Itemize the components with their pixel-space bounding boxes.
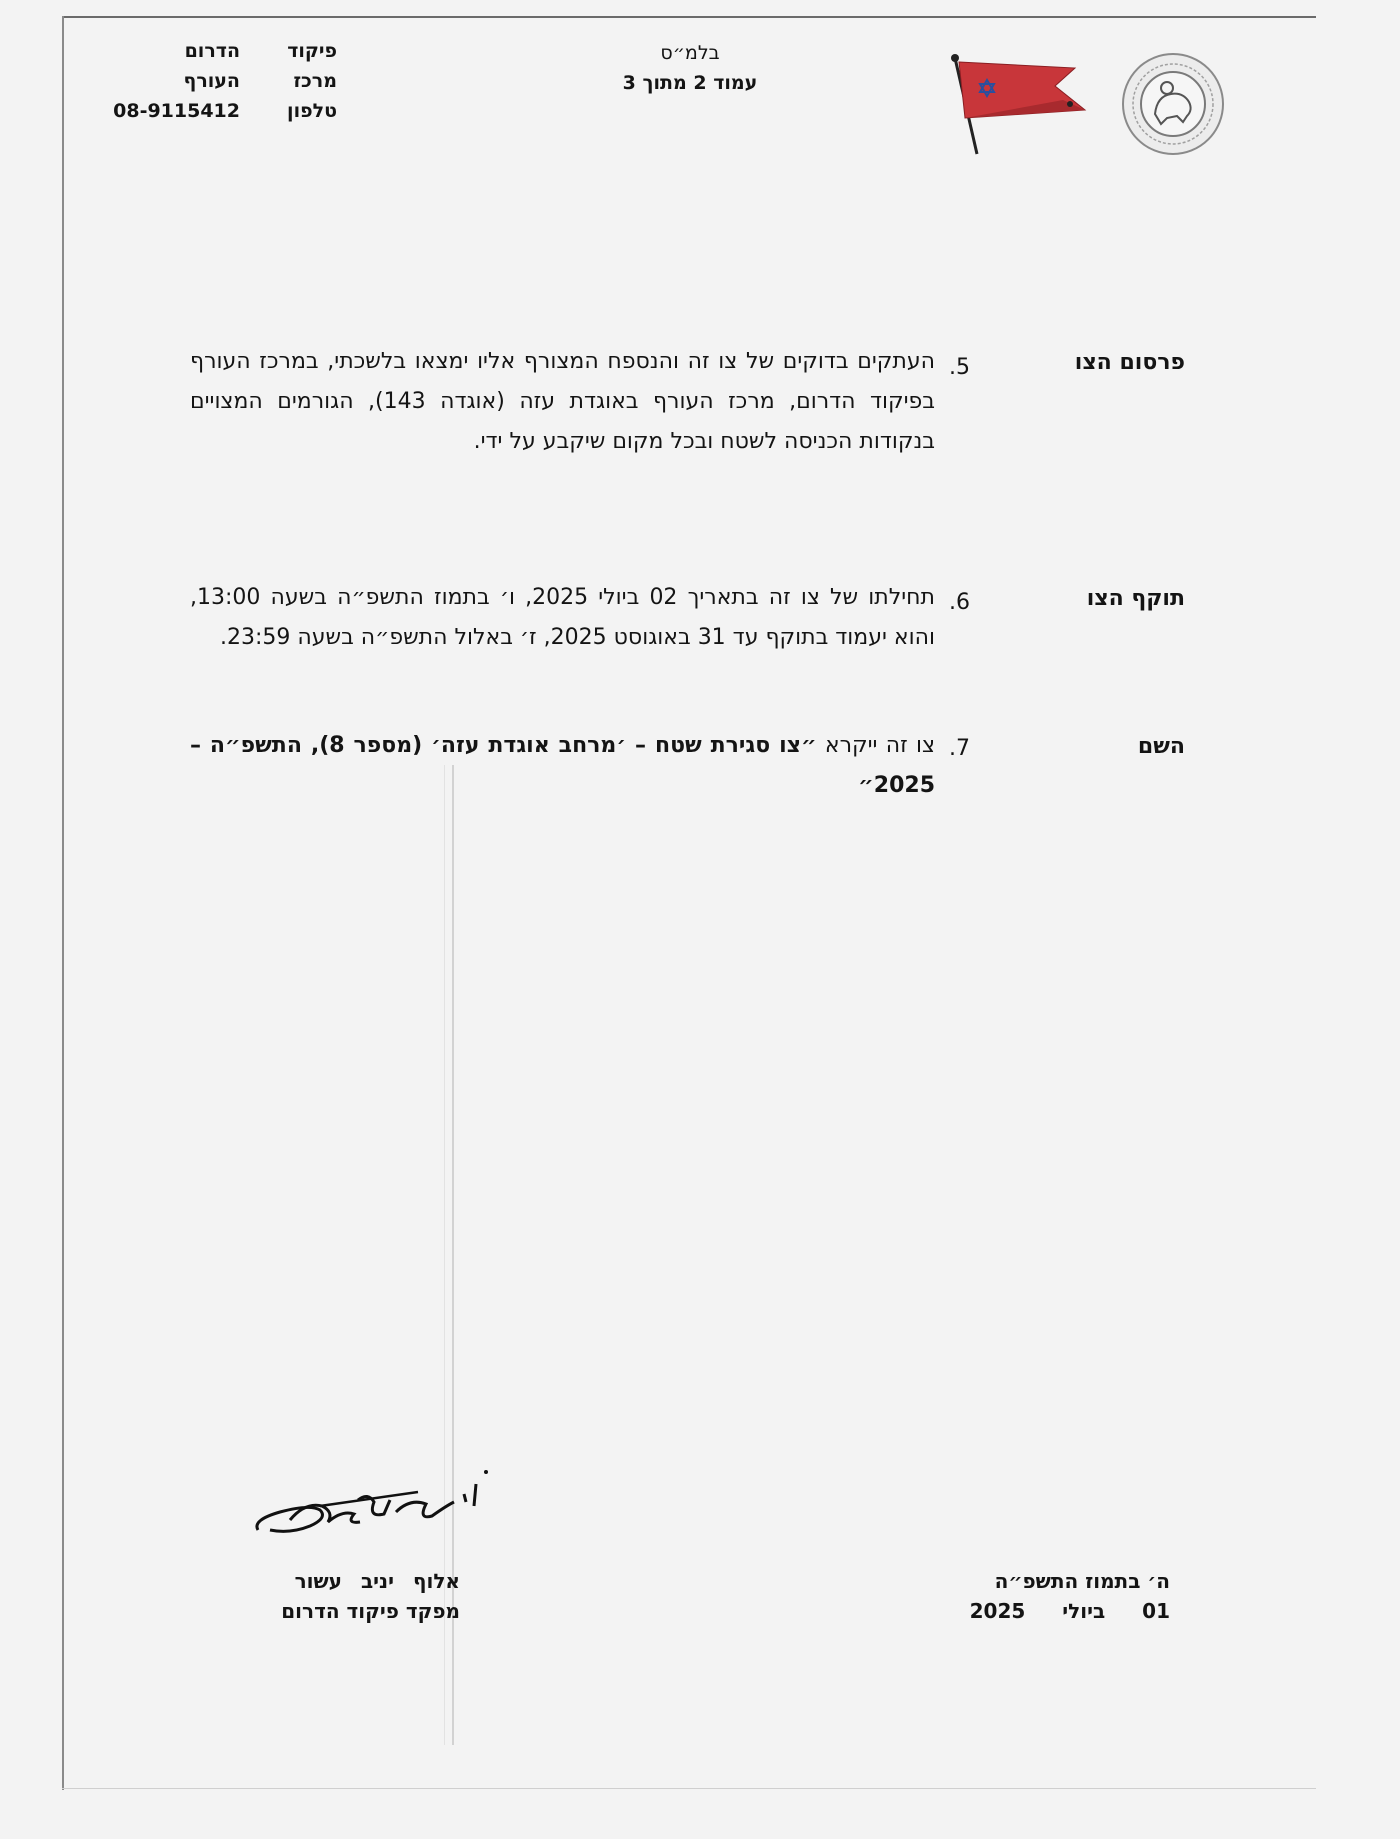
order-name: ״צו סגירת שטח – ׳מרחב אוגדת עזה׳ (מספר 8), התשפ״ה – 2025״: [190, 733, 935, 798]
page-edge-left: [62, 16, 64, 1790]
header-label: פיקוד: [287, 40, 337, 62]
section-text: העתקים בדוקים של צו זה והנספח המצורף אליו ימצאו בלשכתי, במרכז העורף בפיקוד הדרום, מרכז העורף באוגדת עזה (אוגדה 143), הגורמים המצויים בנקודות הכניסה לשטח ובכל מקום שיקבע על ידי.: [190, 349, 935, 454]
header-labels: [287, 36, 337, 126]
header-center: [540, 38, 840, 98]
header-label: מרכז: [293, 70, 337, 92]
section-label: פרסום הצו: [1074, 350, 1185, 375]
header-value: העורף: [183, 70, 240, 92]
flag-icon: [951, 54, 1085, 154]
page-indicator: עמוד 2 מתוך 3: [622, 72, 758, 94]
classification-label: בלמ״ס: [660, 42, 720, 64]
hebrew-date: ה׳ בתמוז התשפ״ה: [994, 1569, 1170, 1593]
handwritten-signature: [250, 1462, 500, 1542]
header-values: [113, 36, 240, 126]
signatory-title: מפקד פיקוד הדרום: [281, 1599, 460, 1623]
signature-block: [200, 1566, 460, 1626]
gregorian-date: 01 ביולי 2025: [969, 1599, 1170, 1623]
page-edge-top: [62, 16, 1316, 18]
signatory-name: אלוף יניב עשור: [294, 1569, 460, 1593]
section-number: 6.: [949, 590, 970, 615]
section-number: 7.: [949, 736, 970, 761]
page-edge-bottom: [62, 1788, 1316, 1789]
section-text-prefix: צו זה ייקרא: [816, 733, 935, 758]
section-label: תוקף הצו: [1086, 586, 1185, 611]
section-text: תחילתו של צו זה בתאריך 02 ביולי 2025, ו׳ בתמוז התשפ״ה בשעה 13:00, והוא יעמוד בתוקף עד 31 באוגוסט 2025, ז׳ באלול התשפ״ה בשעה 23:59.: [190, 585, 935, 650]
emblem-logo: [945, 52, 1225, 167]
seal-icon: [1123, 54, 1223, 154]
date-block: [940, 1566, 1170, 1626]
header-value: 08-9115412: [113, 100, 240, 122]
section-text: [190, 726, 935, 806]
section-number: 5.: [949, 355, 970, 380]
header-label: טלפון: [287, 100, 337, 122]
section-label: השם: [1137, 734, 1185, 759]
header-value: הדרום: [184, 40, 240, 62]
